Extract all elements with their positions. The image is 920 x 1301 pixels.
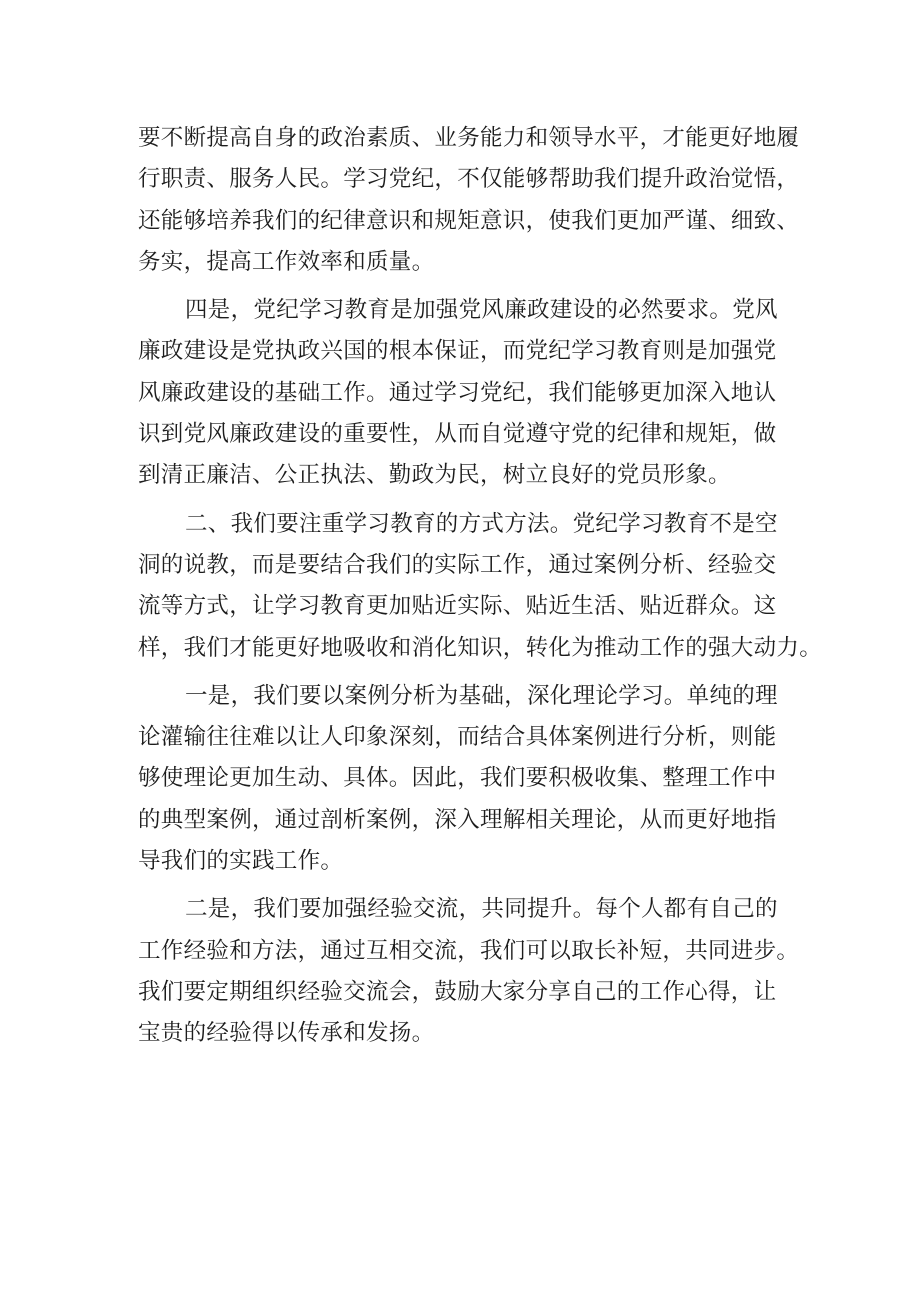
paragraph-first-line: 二是，我们要加强经验交流，共同提升。每个人都有自己的: [185, 896, 778, 923]
paragraph-line: 到清正廉洁、公正执法、勤政为民，树立良好的党员形象。: [138, 462, 731, 489]
paragraph-gap: [138, 497, 798, 504]
paragraph-first-line: 四是，党纪学习教育是加强党风廉政建设的必然要求。党风: [185, 297, 778, 324]
paragraph-gap: [138, 882, 798, 889]
paragraph-line: 还能够培养我们的纪律意识和规矩意识，使我们更加严谨、细致、: [138, 207, 800, 234]
paragraph-1: [138, 118, 798, 283]
paragraph-line: 我们要定期组织经验交流会，鼓励大家分享自己的工作心得，让: [138, 978, 777, 1005]
paragraph-5: [138, 889, 798, 1054]
paragraph-line: 的典型案例，通过剖析案例，深入理解相关理论，从而更好地指: [138, 806, 777, 833]
paragraph-gap: [138, 669, 798, 676]
paragraph-line: 务实，提高工作效率和质量。: [138, 248, 435, 275]
paragraph-gap: [138, 283, 798, 290]
paragraph-line: 工作经验和方法，通过互相交流，我们可以取长补短，共同进步。: [138, 937, 800, 964]
paragraph-line: 样，我们才能更好地吸收和消化知识，转化为推动工作的强大动力。: [138, 634, 823, 661]
paragraph-line: 廉政建设是党执政兴国的根本保证，而党纪学习教育则是加强党: [138, 338, 777, 365]
paragraph-line: 要不断提高自身的政治素质、业务能力和领导水平，才能更好地履: [138, 125, 800, 151]
paragraph-first-line: 二、我们要注重学习教育的方式方法。党纪学习教育不是空: [185, 510, 778, 537]
paragraph-3: [138, 504, 823, 669]
paragraph-line: 导我们的实践工作。: [138, 848, 344, 875]
paragraph-4: [138, 676, 798, 882]
paragraph-first-line: 一是，我们要以案例分析为基础，深化理论学习。单纯的理: [185, 682, 778, 709]
paragraph-line: 识到党风廉政建设的重要性，从而自觉遵守党的纪律和规矩，做: [138, 421, 777, 448]
paragraph-line: 风廉政建设的基础工作。通过学习党纪，我们能够更加深入地认: [138, 379, 777, 406]
paragraph-line: 行职责、服务人民。学习党纪，不仅能够帮助我们提升政治觉悟，: [138, 166, 800, 193]
paragraph-line: 够使理论更加生动、具体。因此，我们要积极收集、整理工作中: [138, 765, 777, 792]
paragraph-line: 流等方式，让学习教育更加贴近实际、贴近生活、贴近群众。这: [138, 593, 777, 620]
paragraph-line: 洞的说教，而是要结合我们的实际工作，通过案例分析、经验交: [138, 551, 777, 578]
paragraph-2: [138, 290, 798, 496]
document-body: [138, 118, 823, 1055]
paragraph-line: 宝贵的经验得以传承和发扬。: [138, 1020, 435, 1047]
paragraph-line: 论灌输往往难以让人印象深刻，而结合具体案例进行分析，则能: [138, 724, 777, 751]
